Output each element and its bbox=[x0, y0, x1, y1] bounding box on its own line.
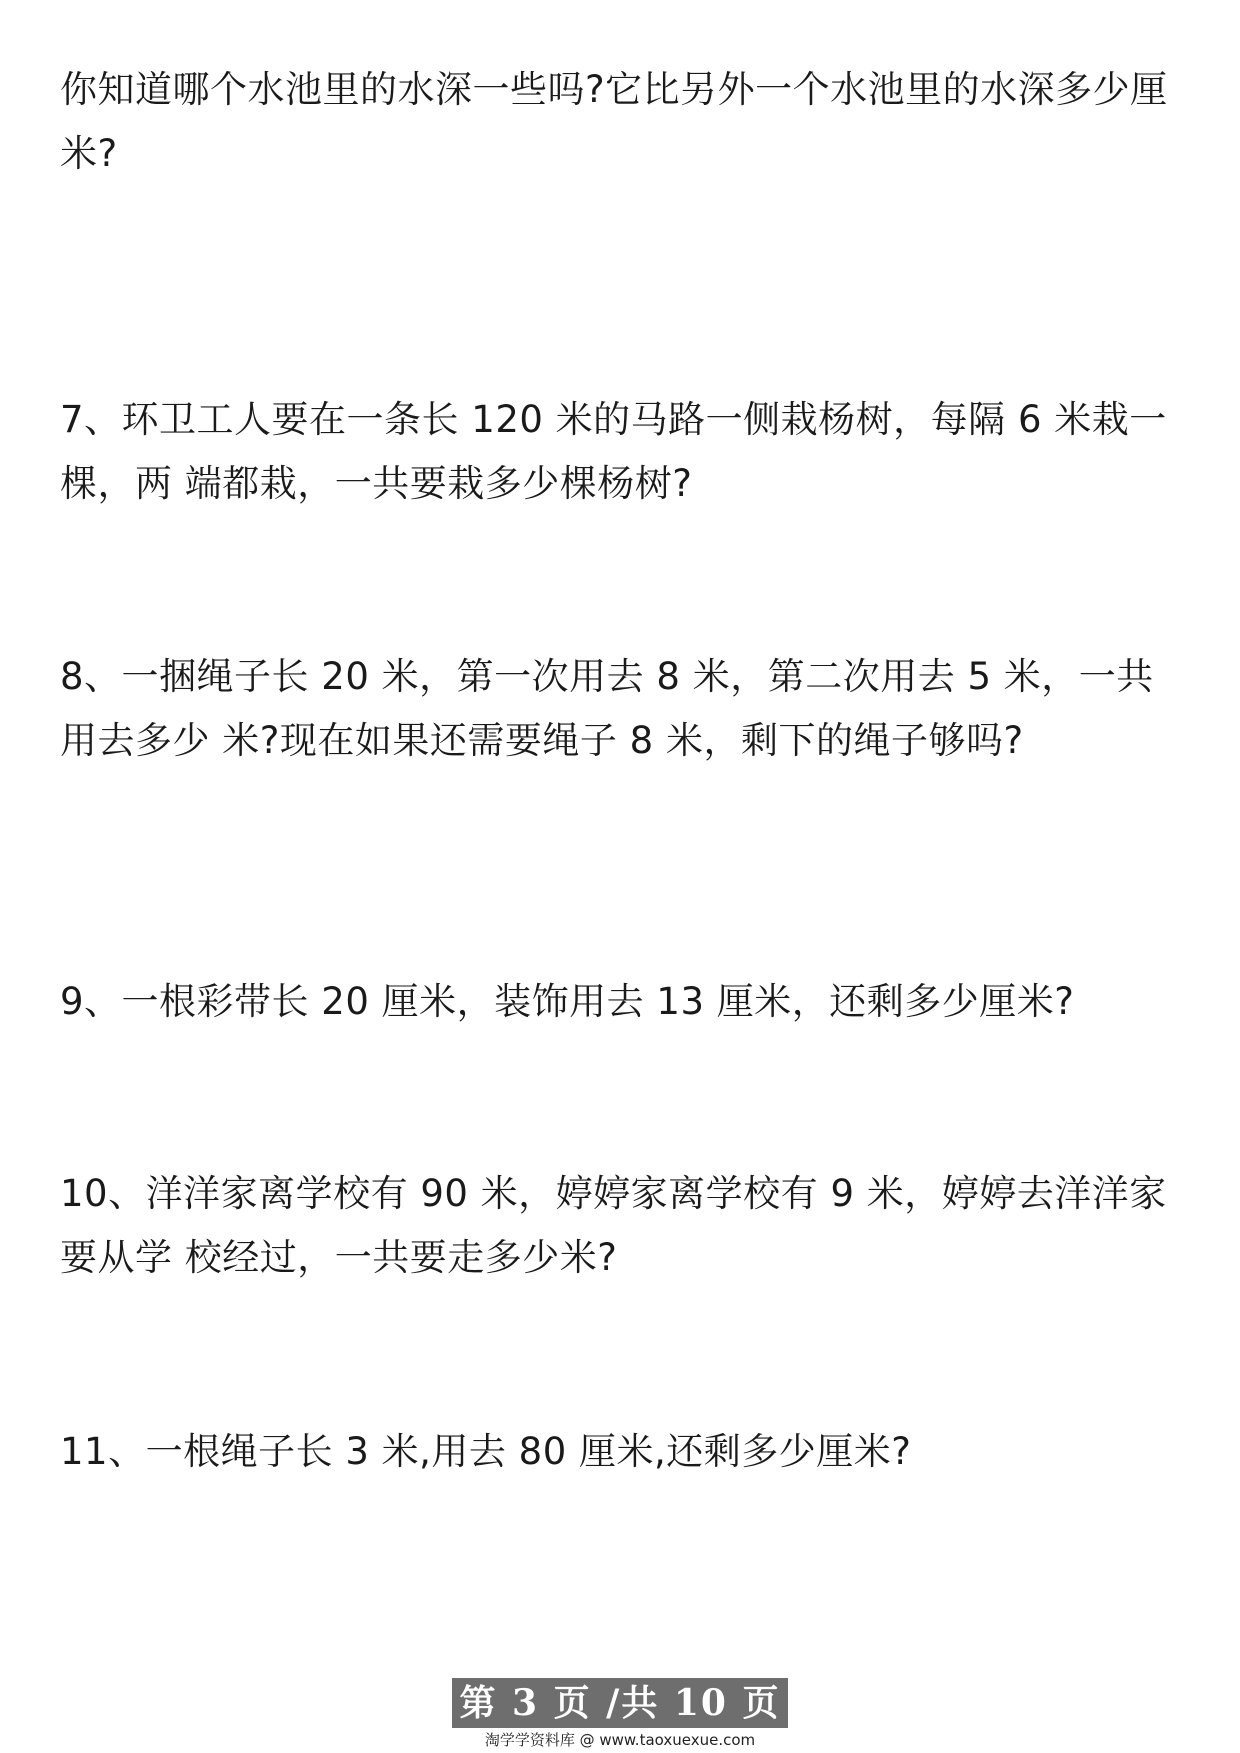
question-7 bbox=[60, 388, 1185, 516]
question-10 bbox=[60, 1162, 1185, 1290]
question-9 bbox=[60, 970, 1185, 1034]
question-8 bbox=[60, 645, 1185, 773]
page-number-badge: 第 3 页 /共 10 页 bbox=[452, 1678, 789, 1728]
question-line: 9、一根彩带长 20 厘米，装饰用去 13 厘米，还剩多少厘米? bbox=[60, 980, 1075, 1023]
question-line: 11、一根绳子长 3 米,用去 80 厘米,还剩多少厘米? bbox=[60, 1430, 912, 1473]
question-line: 8、一捆绳子长 20 米，第一次用去 8 米，第二次用去 5 米，一共 bbox=[60, 655, 1154, 698]
question-line: 7、环卫工人要在一条长 120 米的马路一侧栽杨树，每隔 6 米栽一 bbox=[60, 398, 1167, 441]
page-footer bbox=[0, 1678, 1240, 1728]
question-line: 你知道哪个水池里的水深一些吗?它比另外一个水池里的水深多少厘 bbox=[60, 68, 1168, 111]
site-credit: 淘学学资料库 @ www.taoxuexue.com bbox=[484, 1731, 756, 1749]
question-line: 要从学 校经过，一共要走多少米? bbox=[60, 1236, 618, 1279]
question-line: 10、洋洋家离学校有 90 米，婷婷家离学校有 9 米，婷婷去洋洋家 bbox=[60, 1172, 1167, 1215]
question-continuation bbox=[60, 58, 1185, 186]
question-11 bbox=[60, 1420, 1185, 1484]
question-line: 棵，两 端都栽，一共要栽多少棵杨树? bbox=[60, 462, 693, 505]
question-line: 用去多少 米?现在如果还需要绳子 8 米，剩下的绳子够吗? bbox=[60, 719, 1024, 762]
question-line: 米? bbox=[60, 132, 118, 175]
